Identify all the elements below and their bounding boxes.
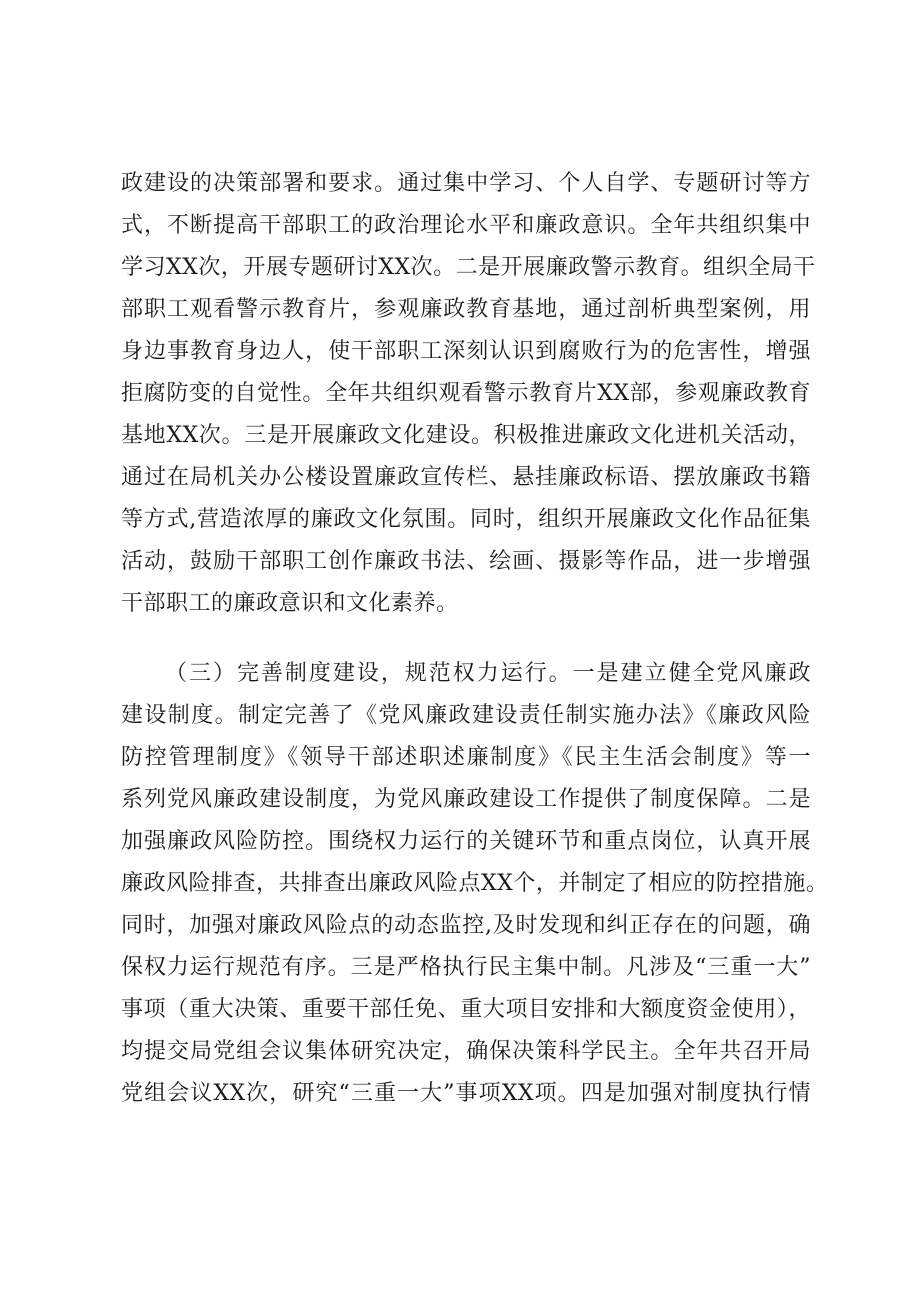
paragraph-anti-corruption-education — [121, 163, 816, 625]
text-line: 通过在局机关办公楼设置廉政宣传栏、悬挂廉政标语、摆放廉政书籍 — [121, 465, 811, 490]
text-line: 干部职工的廉政意识和文化素养。 — [121, 591, 459, 616]
text-line: 政建设的决策部署和要求。通过集中学习、个人自学、专题研讨等方 — [121, 171, 811, 196]
text-line: 身边事教育身边人，使干部职工深刻认识到腐败行为的危害性，增强 — [121, 339, 811, 364]
text-line: 廉政风险排查，共排查出廉政风险点XX个，并制定了相应的防控措施。 — [121, 871, 829, 896]
text-line: 党组会议XX次，研究“三重一大”事项XX项。四是加强对制度执行情 — [121, 1081, 811, 1106]
text-line: 同时，加强对廉政风险点的动态监控,及时发现和纠正存在的问题，确 — [121, 913, 811, 938]
text-line: 事项（重大决策、重要干部任免、重大项目安排和大额度资金使用）， — [121, 997, 811, 1022]
section-heading-line: （三）完善制度建设，规范权力运行。一是建立健全党风廉政 — [165, 661, 811, 686]
text-line: 保权力运行规范有序。三是严格执行民主集中制。凡涉及“三重一大” — [121, 955, 811, 980]
text-line: 拒腐防变的自觉性。全年共组织观看警示教育片XX部，参观廉政教育 — [121, 381, 811, 406]
text-line: 系列党风廉政建设制度，为党风廉政建设工作提供了制度保障。二是 — [121, 787, 811, 812]
text-line: 防控管理制度》《领导干部述职述廉制度》《民主生活会制度》等一 — [121, 745, 811, 770]
text-line: 等方式,营造浓厚的廉政文化氛围。同时，组织开展廉政文化作品征集 — [121, 507, 811, 532]
paragraph-system-building — [121, 653, 829, 1115]
text-line: 基地XX次。三是开展廉政文化建设。积极推进廉政文化进机关活动， — [121, 423, 811, 448]
text-line: 部职工观看警示教育片，参观廉政教育基地，通过剖析典型案例，用 — [121, 297, 811, 322]
text-line: 学习XX次，开展专题研讨XX次。二是开展廉政警示教育。组织全局干 — [121, 255, 816, 280]
text-line: 活动，鼓励干部职工创作廉政书法、绘画、摄影等作品，进一步增强 — [121, 549, 811, 574]
text-line: 建设制度。制定完善了《党风廉政建设责任制实施办法》《廉政风险 — [121, 703, 811, 728]
text-line: 加强廉政风险防控。围绕权力运行的关键环节和重点岗位，认真开展 — [121, 829, 811, 854]
text-line: 式，不断提高干部职工的政治理论水平和廉政意识。全年共组织集中 — [121, 213, 811, 238]
text-line: 均提交局党组会议集体研究决定，确保决策科学民主。全年共召开局 — [121, 1039, 811, 1064]
